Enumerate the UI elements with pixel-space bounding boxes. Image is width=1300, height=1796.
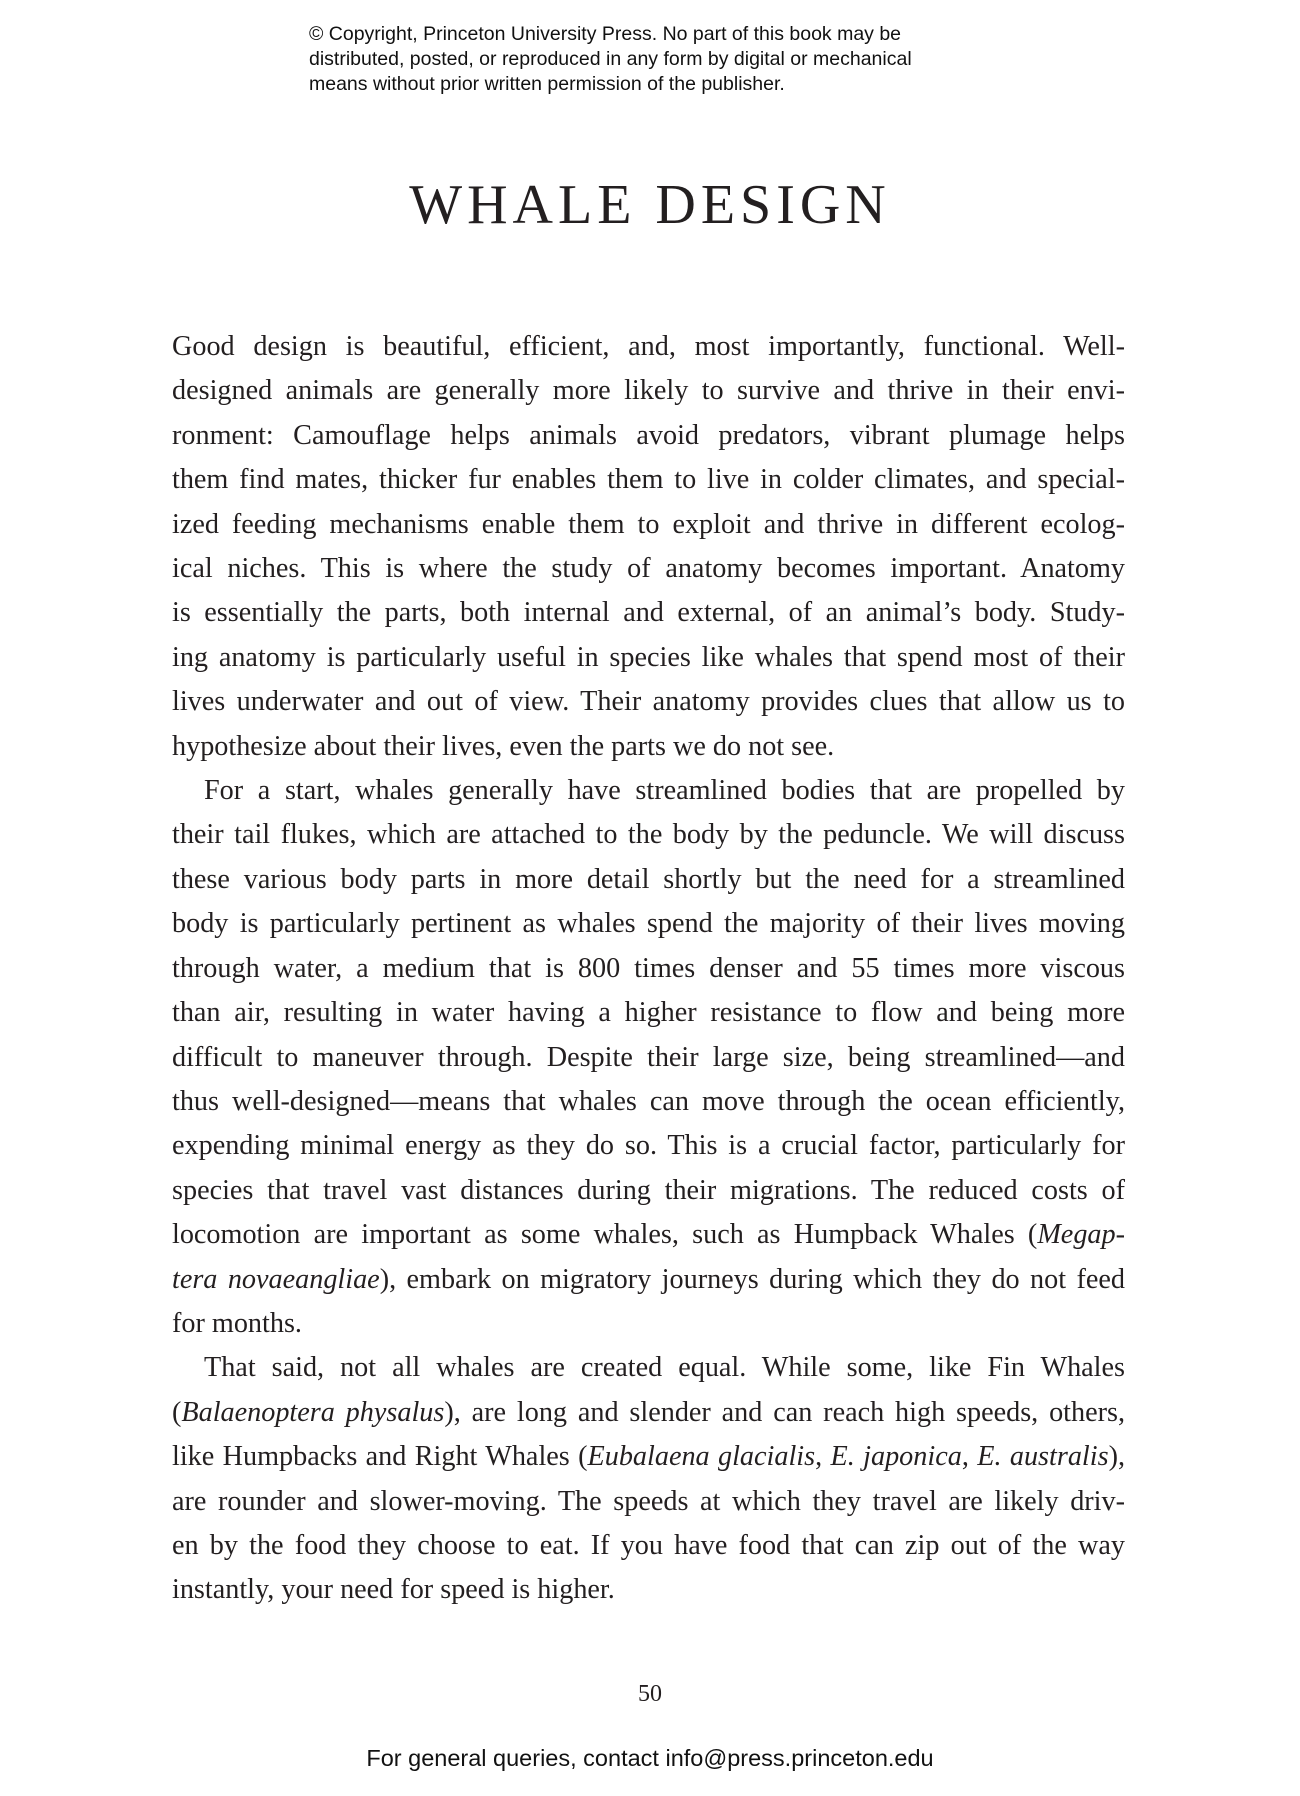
text-line: instantly, your need for speed is higher. <box>172 1574 615 1606</box>
species-name: E. japonica <box>830 1441 962 1473</box>
copyright-line: © Copyright, Princeton University Press. No part of this book may be <box>309 23 902 45</box>
species-name: Eubalaena glacialis <box>587 1441 816 1473</box>
text-line: That said, not all whales are created equal. While some, like Fin Whales <box>204 1352 1125 1384</box>
text-line: en by the food they choose to eat. If you have food that can zip out of the way <box>172 1529 1125 1561</box>
page-number: 50 <box>638 1681 662 1707</box>
text-line: them find mates, thicker fur enables them to live in colder climates, and special- <box>172 464 1125 496</box>
species-name: Balaenoptera physalus <box>181 1396 445 1428</box>
text-line: species that travel vast distances during their migrations. The reduced costs of <box>172 1174 1125 1206</box>
text-line: these various body parts in more detail shortly but the need for a streamlined <box>172 863 1125 895</box>
text-line: Good design is beautiful, efficient, and, most importantly, functional. Well- <box>172 331 1125 362</box>
chapter-title: WHALE DESIGN <box>409 174 891 236</box>
copyright-notice <box>309 22 1049 97</box>
text-run: , <box>815 1441 831 1473</box>
paragraph-2 <box>172 769 1125 1346</box>
text-line: are rounder and slower-moving. The speeds at which they travel are likely driv- <box>172 1485 1125 1517</box>
species-name: tera novaeangliae <box>172 1263 380 1295</box>
text-run: locomotion are important as some whales, such as Humpback Whales ( <box>172 1219 1038 1251</box>
text-line <box>172 1435 1125 1479</box>
text-line: body is particularly pertinent as whales spend the majority of their lives moving <box>172 908 1125 940</box>
text-line: their tail flukes, which are attached to the body by the peduncle. We will discuss <box>172 819 1125 851</box>
text-line: hypothesize about their lives, even the parts we do not see. <box>172 730 835 762</box>
text-line: than air, resulting in water having a higher resistance to flow and being more <box>172 997 1125 1029</box>
text-run: like Humpbacks and Right Whales ( <box>172 1441 588 1473</box>
text-line <box>172 1391 1125 1435</box>
text-run: ( <box>172 1396 182 1428</box>
text-line: for months. <box>172 1307 302 1339</box>
text-line: through water, a medium that is 800 times denser and 55 times more viscous <box>172 952 1125 984</box>
text-line: designed animals are generally more likely to survive and thrive in their envi- <box>172 375 1125 407</box>
text-line: is essentially the parts, both internal and external, of an animal’s body. Study- <box>172 597 1125 629</box>
paragraph-1 <box>172 325 1125 769</box>
text-line: expending minimal energy as they do so. This is a crucial factor, particularly for <box>172 1130 1125 1162</box>
text-line: ical niches. This is where the study of anatomy becomes important. Anatomy <box>172 553 1125 585</box>
text-line: lives underwater and out of view. Their anatomy provides clues that allow us to <box>172 686 1125 718</box>
species-name: E. australis <box>977 1441 1109 1473</box>
text-line <box>172 1213 1125 1257</box>
text-line <box>172 1258 1125 1302</box>
text-line: difficult to maneuver through. Despite their large size, being streamlined—and <box>172 1041 1125 1073</box>
text-line: For a start, whales generally have streamlined bodies that are propelled by <box>204 775 1125 807</box>
text-line: ing anatomy is particularly useful in species like whales that spend most of their <box>172 641 1125 673</box>
text-run: , <box>961 1441 978 1473</box>
paragraph-3 <box>172 1346 1125 1612</box>
text-run: ), are long and slender and can reach high speeds, others, <box>444 1396 1125 1428</box>
copyright-line: means without prior written permission of the publisher. <box>309 73 785 95</box>
text-line: thus well-designed—means that whales can move through the ocean efficiently, <box>172 1085 1125 1117</box>
text-line: ronment: Camouflage helps animals avoid predators, vibrant plumage helps <box>172 419 1125 451</box>
text-run: ), embark on migratory journeys during which they do not feed <box>379 1263 1125 1295</box>
copyright-line: distributed, posted, or reproduced in any form by digital or mechanical <box>309 48 912 70</box>
species-name: Megap- <box>1037 1219 1125 1251</box>
text-run: ), <box>1108 1441 1125 1473</box>
text-line: ized feeding mechanisms enable them to exploit and thrive in different ecolog- <box>172 508 1125 540</box>
body-text <box>172 325 1125 1613</box>
footer-contact: For general queries, contact info@press.princeton.edu <box>366 1745 934 1771</box>
